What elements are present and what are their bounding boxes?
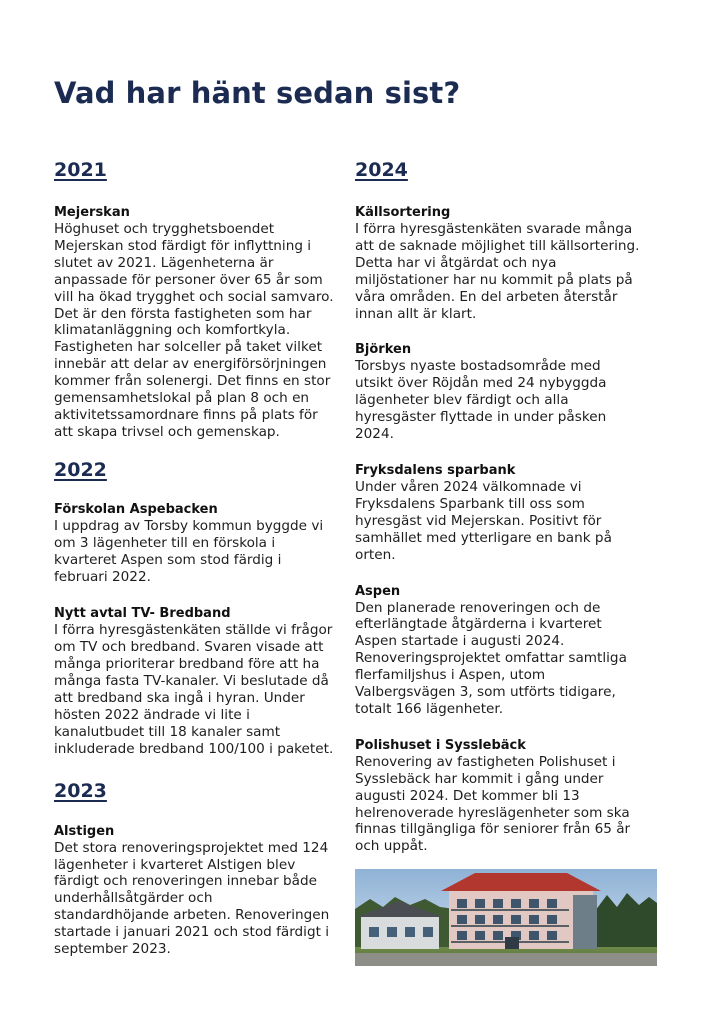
year-heading-2021: 2021 (54, 159, 107, 181)
article-title: Björken (355, 342, 412, 358)
staircase-tower (573, 895, 597, 949)
article-title: Aspen (355, 583, 401, 599)
parking (355, 953, 657, 966)
article-title: Mejerskan (54, 205, 130, 220)
article-fryksdalens-sparbank (355, 463, 655, 564)
article-aspen (355, 584, 655, 718)
article-body: I uppdrag av Torsby kommun byggde vi om 3 lägenheter till en förskola i kvarteret Aspen som stod färdig i februari 2022. (54, 517, 324, 585)
article-body: Under våren 2024 välkomnade vi Fryksdalens Sparbank till oss som hyresgäst vid Mejerskan. Positivt för samhället med ytterligare en bank på orten. (355, 478, 612, 563)
article-body: Den planerade renoveringen och de efterlängtade åtgärderna i kvarteret Aspen startade i augusti 2024. Renoveringsprojektet omfattar samtliga flerfamiljshus i Aspen, utom Valbergsvägen 3, som utförts tidigare, totalt 166 lägenheter. (355, 599, 627, 717)
article-bjorken (355, 342, 655, 443)
article-title: Källsortering (355, 205, 451, 220)
article-body: Höghuset och trygghetsboendet Mejerskan stod färdigt för inflyttning i slutet av 2021. Lägenheterna är anpassade för personer över 65 år som vill ha ökad trygghet och social samvaro. Det är den första fastigheten som har klimatanläggning och komfortkyla. Fastigheten har solceller på taket vilket innebär att delar av energiförsörjningen kommer från solenergi. Det finns en stor gemensamhetslokal på plan 8 och en aktivitetssamordnare finns på plats för att skapa trivsel och gemenskap. (54, 221, 334, 440)
page-title: Vad har hänt sedan sist? (54, 76, 461, 110)
article-body: Torsbys nyaste bostadsområde med utsikt över Röjdån med 24 nybyggda lägenheter blev färdigt och alla hyresgäster flyttade in under påsken 2024. (355, 358, 607, 443)
article-body: Renovering av fastigheten Polishuset i Sysslebäck har kommit i gång under augusti 2024. Det kommer bli 13 helrenoverade hyreslägenheter som ska finnas tillgängliga för seniorer från 65 år och uppåt. (355, 753, 631, 855)
article-mejerskan (54, 205, 354, 441)
article-body: I förra hyresgästenkäten svarade många att de saknade möjlighet till källsortering. Detta har vi åtgärdat och nya miljöstationer har nu kommit på plats på våra områden. En del arbeten återstår innan allt är klart. (355, 221, 640, 322)
year-heading-2024: 2024 (355, 159, 408, 181)
article-title: Polishuset i Sysslebäck (355, 737, 526, 753)
article-title: Nytt avtal TV- Bredband (54, 606, 231, 622)
article-forskolan-aspebacken (54, 502, 354, 586)
article-title: Alstigen (54, 823, 115, 839)
left-column (54, 157, 354, 958)
entrance (505, 937, 519, 949)
article-polishuset-syssleback (355, 738, 655, 855)
building-photo (355, 869, 657, 966)
article-body: I förra hyresgästenkäten ställde vi frågor om TV och bredband. Svaren visade att många prioriterar bredband före att ha många fasta TV-kanaler. Vi beslutade då att bredband ska ingå i hyran. Under hösten 2022 ändrade vi lite i kanalutbudet till 18 kanaler samt inkluderade bredband 100/100 i paketet. (54, 622, 334, 757)
right-column (355, 157, 655, 855)
article-tv-bredband (54, 606, 354, 757)
article-alstigen (54, 824, 354, 958)
year-heading-2022: 2022 (54, 458, 107, 481)
article-kallsortering (355, 205, 655, 322)
article-title: Fryksdalens sparbank (355, 462, 516, 478)
article-body: Det stora renoveringsprojektet med 124 lägenheter i kvarteret Alstigen blev färdigt och renoveringen innebar både underhållsåtgärder och standardhöjande arbeten. Renoveringen startade i januari 2021 och stod färdigt i september 2023. (54, 839, 330, 958)
article-title: Förskolan Aspebacken (54, 501, 218, 517)
year-heading-2023: 2023 (54, 779, 107, 802)
